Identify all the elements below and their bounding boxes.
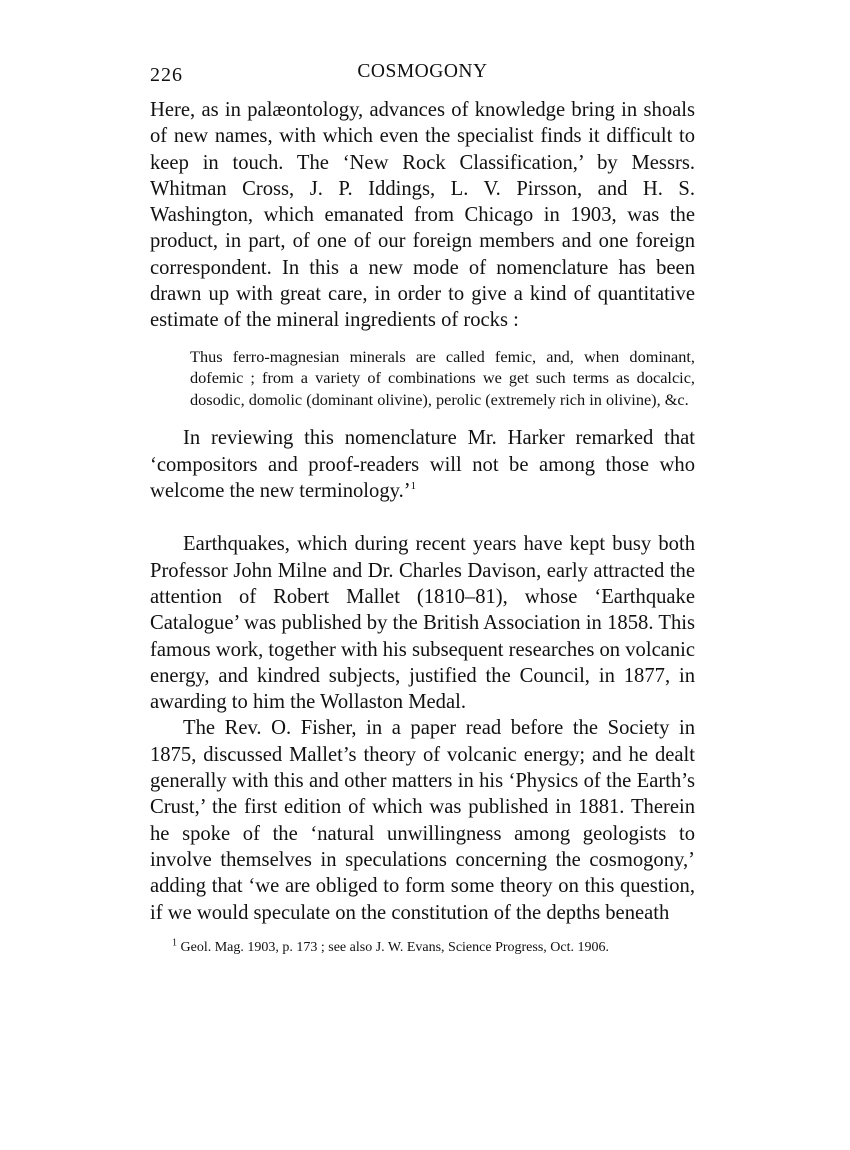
footnote — [150, 938, 695, 957]
footnote-marker: 1 — [172, 937, 177, 949]
running-head: COSMOGONY — [357, 61, 488, 82]
block-quote: Thus ferro-magnesian minerals are called femic, and, when dominant, dofemic ; from a variety of combinations we get such terms as docalcic, dosodic, domolic (dominant olivine), perolic (extremely rich in olivine), &c. — [190, 346, 695, 409]
paragraph-nomenclature: Here, as in palæontology, advances of knowledge bring in shoals of new names, with which even the specialist finds it difficult to keep in touch. The ‘New Rock Classification,’ by Messrs. Whitman Cross, J. P. Iddings, L. V. Pirsson, and H. S. Washington, which emanated from Chicago in 1903, was the product, in part, of one of our foreign members and one foreign correspondent. In this a new mode of nomenclature has been drawn up with great care, in order to give a kind of quantitative estimate of the mineral ingredients of rocks : — [150, 99, 695, 332]
footnote-reference: 1 — [410, 480, 417, 493]
paragraph-fisher: The Rev. O. Fisher, in a paper read before the Society in 1875, discussed Mallet’s theory of volcanic energy; and he dealt generally with this and other matters in his ‘Physics of the Earth’s Crust,’ the first edition of which was published in 1881. Therein he spoke of the ‘natural unwillingness among geologists to involve themselves in speculations concerning the cosmogony,’ adding that ‘we are obliged to form some theory on this question, if we would speculate on the constitution of the depths beneath — [150, 717, 695, 924]
footnote-text: Geol. Mag. 1903, p. 173 ; see also J. W. Evans, Science Progress, Oct. 1906. — [180, 939, 609, 955]
paragraph-harker-text: In reviewing this nomenclature Mr. Harker remarked that ‘compositors and proof-readers will not be among those who welcome the new terminology.’ — [150, 427, 695, 503]
page-number: 226 — [150, 64, 183, 86]
page-header — [150, 56, 695, 96]
paragraph-earthquakes: Earthquakes, which during recent years have kept busy both Professor John Milne and Dr. Charles Davison, early attracted the attention of Robert Mallet (1810–81), whose ‘Earthquake Catalogue’ was published by the British Association in 1858. This famous work, together with his subsequent researches on volcanic energy, and kindred subjects, justified the Council, in 1877, in awarding to him the Wollaston Medal. — [150, 533, 696, 714]
book-page — [150, 56, 695, 957]
paragraph-harker — [150, 425, 695, 504]
